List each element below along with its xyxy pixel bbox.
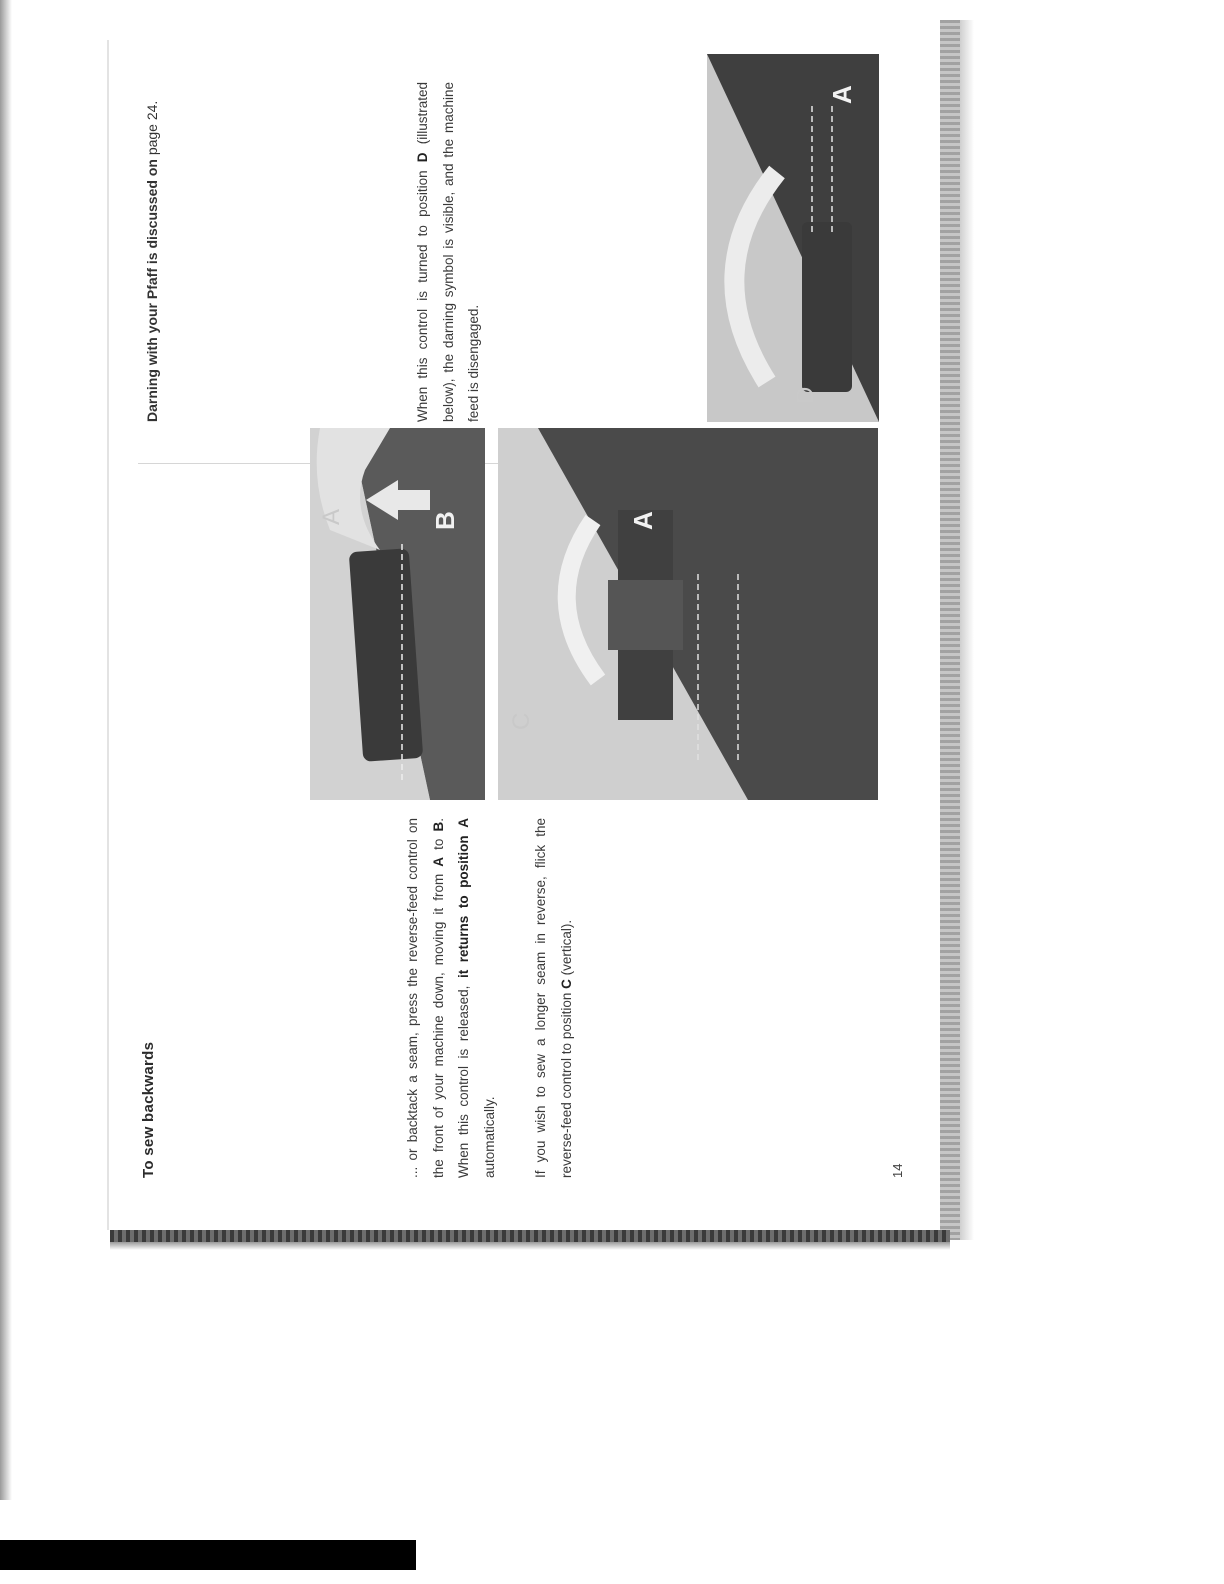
photo-d-label-d: D bbox=[792, 386, 819, 404]
scan-edge-bottom bbox=[110, 1230, 950, 1242]
reverse-feed-paragraph bbox=[400, 818, 502, 1178]
scan-black-bar bbox=[0, 1540, 416, 1570]
text-run: (illustrated below), the darning symbol is visible, and the machine feed is disengaged. bbox=[415, 82, 481, 422]
text-run: to bbox=[430, 831, 446, 857]
darning-paragraph bbox=[410, 82, 487, 422]
bold-run: B bbox=[430, 821, 446, 832]
text-run: automatically. bbox=[481, 1096, 497, 1178]
photo-lever-pressed-to-b bbox=[310, 428, 485, 800]
photo-lever-position-c bbox=[498, 428, 878, 800]
photo-d-label-a: A bbox=[827, 85, 857, 104]
scan-edge-right-fade bbox=[960, 20, 974, 1240]
photo-b-label-a: A bbox=[318, 508, 345, 525]
text-run: If you wish to sew a longer seam in reverse, flick the reverse-feed control to position bbox=[533, 818, 574, 1178]
bold-run: A bbox=[430, 856, 446, 867]
bold-run: A bbox=[456, 818, 471, 828]
text-run bbox=[456, 828, 471, 836]
photo-b-drawing bbox=[310, 428, 485, 800]
longer-seam-paragraph bbox=[528, 818, 579, 1178]
page-number: 14 bbox=[890, 1163, 905, 1178]
darning-heading bbox=[140, 82, 164, 422]
heading-plain-run: page 24. bbox=[144, 100, 160, 156]
bold-run: C bbox=[558, 979, 574, 989]
photo-d-drawing bbox=[707, 54, 879, 422]
manual-page bbox=[110, 40, 910, 1230]
photo-c-label-c: C bbox=[508, 712, 535, 730]
text-run: When this control is turned to position bbox=[415, 162, 430, 422]
photo-c-drawing bbox=[498, 428, 878, 800]
page-title: To sew backwards bbox=[140, 1041, 157, 1178]
text-run: ... or backtack a seam, press the reverse-feed control on the front of your machine down, moving it from bbox=[405, 818, 446, 1178]
bold-run: D bbox=[415, 152, 430, 163]
photo-b-label-b: B bbox=[430, 511, 460, 530]
bold-run: it returns to position bbox=[456, 835, 471, 979]
heading-bold-run: Darning with your Pfaff is discussed on bbox=[144, 159, 160, 422]
text-run: (vertical). bbox=[558, 919, 574, 980]
photo-c-label-a: A bbox=[628, 511, 658, 530]
text-run: . When this control is released, bbox=[430, 818, 471, 1178]
photo-lever-position-d bbox=[707, 54, 879, 422]
page-fold-line bbox=[107, 40, 109, 1230]
scan-edge-bottom-shade bbox=[110, 1242, 950, 1250]
scan-edge-left bbox=[0, 0, 12, 1500]
